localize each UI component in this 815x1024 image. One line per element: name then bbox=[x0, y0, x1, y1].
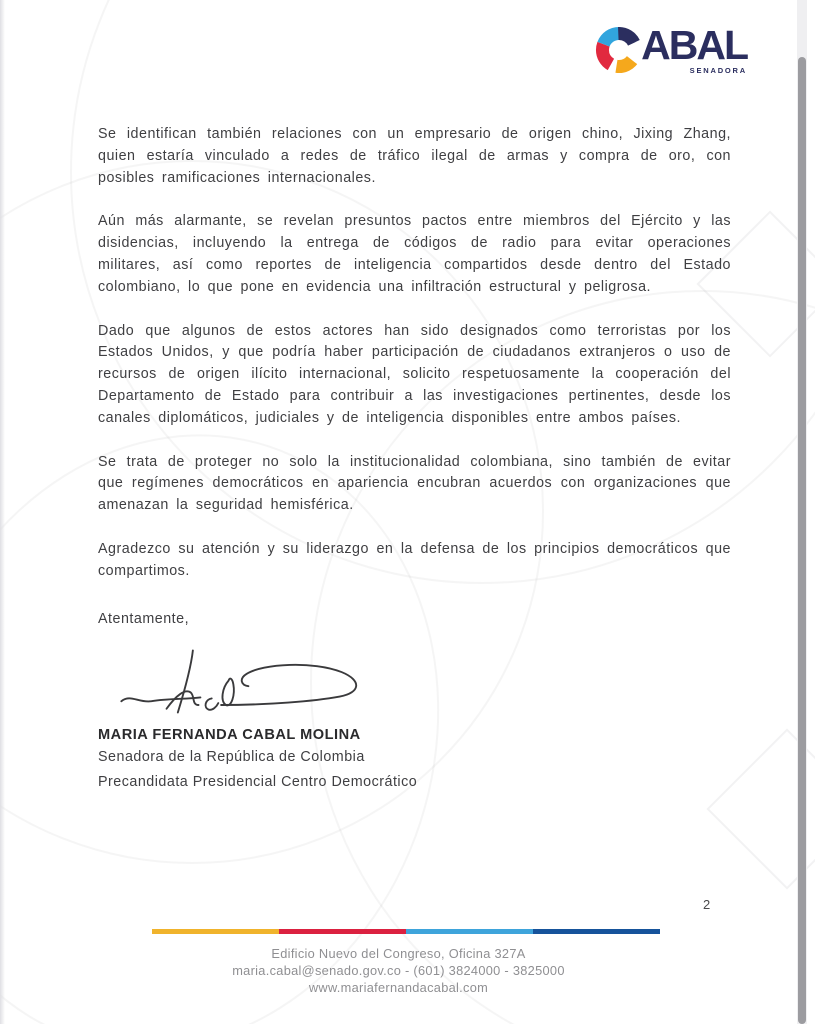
footer-color-bar bbox=[152, 929, 660, 934]
signer-title-senadora: Senadora de la República de Colombia bbox=[98, 748, 365, 765]
footer-email-phone: maria.cabal@senado.gov.co - (601) 3824000 - 3825000 bbox=[232, 962, 565, 978]
letter-body bbox=[98, 124, 731, 793]
scrollbar-thumb[interactable] bbox=[798, 57, 806, 1024]
handwritten-signature bbox=[108, 641, 370, 721]
signer-title-precandidata: Precandidata Presidencial Centro Democrático bbox=[98, 773, 418, 790]
bar-segment-lightblue bbox=[406, 929, 533, 934]
footer-contact-block bbox=[0, 946, 797, 996]
bar-segment-darkblue bbox=[533, 929, 660, 934]
paragraph: Se identifican también relaciones con un empresario de origen chino, Jixing Zhang, quien estaría vinculado a redes de tráfico ilegal de armas y compra de oro, con posibles ramificaciones internacionales. bbox=[98, 126, 731, 186]
page-edge-shadow bbox=[0, 0, 5, 1024]
signer-name: MARIA FERNANDA CABAL MOLINA bbox=[98, 726, 361, 743]
cabal-logo-c-icon bbox=[593, 24, 645, 76]
cabal-logo bbox=[593, 24, 747, 76]
footer-website: www.mariafernandacabal.com bbox=[308, 979, 489, 995]
bar-segment-yellow bbox=[152, 929, 279, 934]
paragraph: Aún más alarmante, se revelan presuntos pactos entre miembros del Ejército y las disidencias, incluyendo la entrega de códigos de radio para evitar operaciones militares, así como reportes de inteligencia compartidos desde dentro del Estado colombiano, lo que pone en evidencia una infiltración estructural y peligrosa. bbox=[98, 213, 731, 295]
bar-segment-red bbox=[279, 929, 406, 934]
footer-address: Edificio Nuevo del Congreso, Oficina 327A bbox=[271, 946, 526, 961]
paragraph: Se trata de proteger no solo la institucionalidad colombiana, sino también de evitar que regímenes democráticos en apariencia encubran acuerdos con organizaciones que amenazan la seguridad hemisférica. bbox=[98, 453, 731, 514]
logo-wordmark: ABAL bbox=[641, 22, 747, 68]
paragraph: Dado que algunos de estos actores han sido designados como terroristas por los Estados Unidos, y que podría haber participación de ciudadanos extranjeros o uso de recursos de origen ilícito internacional, solicito respetuosamente la cooperación del Departamento de Estado para contribuir a las investigaciones pertinentes, desde los canales diplomáticos, judiciales y de inteligencia disponibles entre ambos países. bbox=[98, 322, 731, 426]
page-number: 2 bbox=[703, 897, 711, 912]
logo-tagline: SENADORA bbox=[689, 66, 747, 75]
paragraph: Agradezco su atención y su liderazgo en la defensa de los principios democráticos que compartimos. bbox=[98, 540, 731, 579]
closing-salutation: Atentamente, bbox=[98, 610, 190, 627]
